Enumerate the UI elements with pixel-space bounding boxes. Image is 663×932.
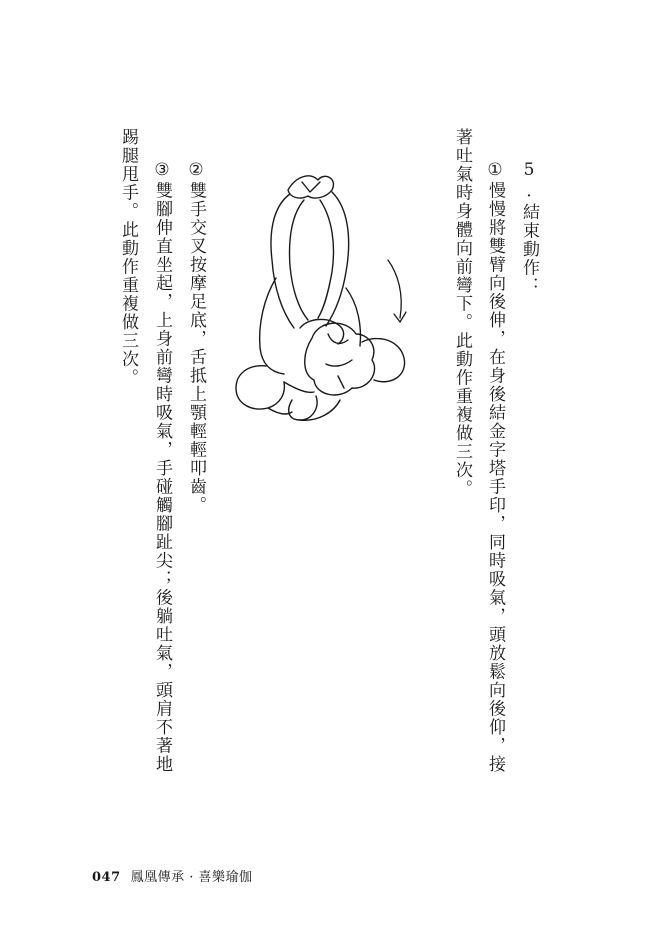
seated-forward-bend-illustration [228,168,424,430]
section-number: 5. [519,160,539,203]
step-1-marker: ① [485,160,505,182]
step-3-continued-text: 踢腿甩手。此動作重複做三次。 [118,128,138,387]
step-1-continued [452,128,472,498]
book-title: 鳳凰傳承 · 喜樂瑜伽 [130,870,253,885]
section-heading-text: 結束動作： [519,203,539,296]
page-footer [92,866,253,885]
step-1-continued-text: 著吐氣時身體向前彎下。此動作重複做三次。 [452,128,472,498]
step-1-text: 慢慢將雙臂向後伸，在身後結金字塔手印，同時吸氣，頭放鬆向後仰，接 [485,181,505,774]
step-3-marker: ③ [152,160,172,182]
step-3-continued [118,128,138,387]
step-3 [152,160,172,774]
section-heading [519,160,539,296]
step-2 [186,160,206,515]
page-number: 047 [92,870,121,885]
step-1 [485,160,505,774]
step-3-text: 雙腳伸直坐起，上身前彎時吸氣，手碰觸腳趾尖；後躺吐氣，頭肩不著地 [152,181,172,774]
step-2-marker: ② [186,160,206,182]
step-2-text: 雙手交叉按摩足底，舌抵上顎輕輕叩齒。 [186,181,206,515]
